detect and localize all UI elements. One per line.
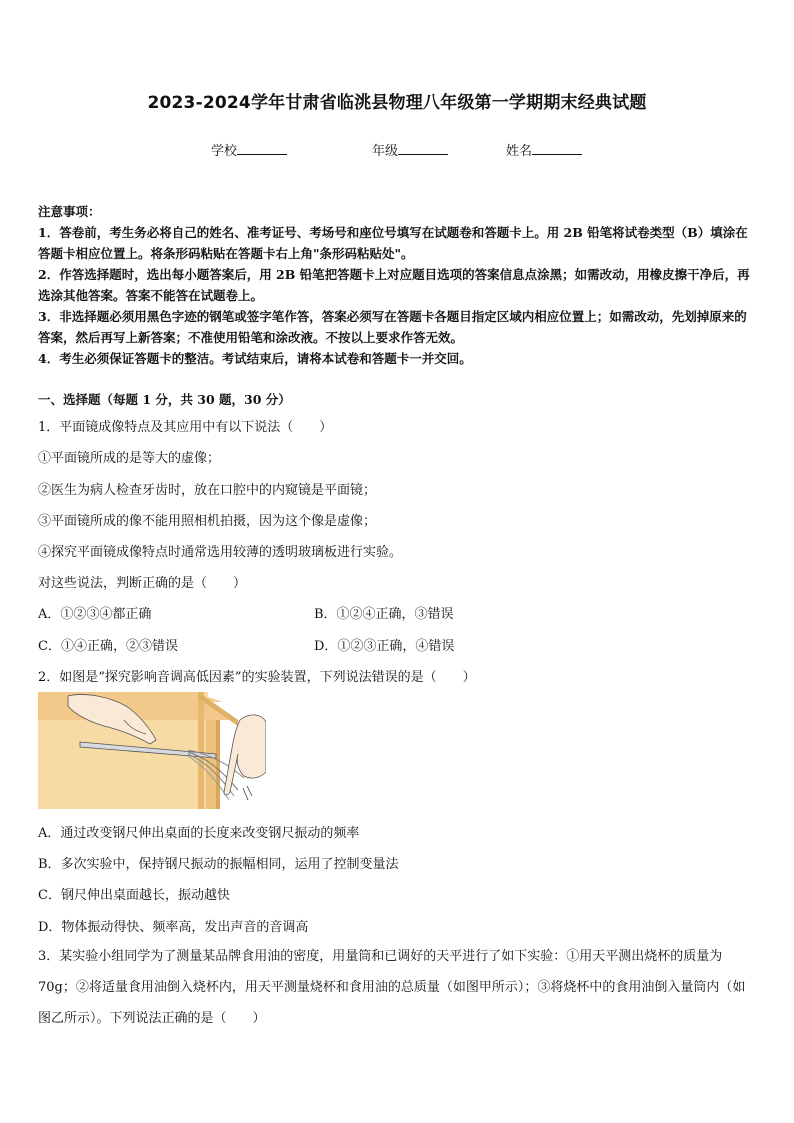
grade-field [372, 140, 448, 159]
q1-stem: 1．平面镜成像特点及其应用中有以下说法（ ） [38, 420, 333, 435]
q3-stem: 3．某实验小组同学为了测量某品牌食用油的密度，用量筒和已调好的天平进行了如下实验：①用天平测出烧杯的质量为70g；②将适量食用油倒入烧杯内，用天平测量烧杯和食用油的总质量（如图甲所示）；③将烧杯中的食用油倒入量筒内（如图乙所示）。下列说法正确的是（ ） [38, 949, 746, 1026]
q1-statement-2: ②医生为病人检查牙齿时，放在口腔中的内窥镜是平面镜； [38, 483, 377, 498]
q2-option-a[interactable]: A．通过改变钢尺伸出桌面的长度来改变钢尺振动的频率 [38, 826, 360, 841]
notice-item-2: 2．作答选择题时，选出每小题答案后，用 2B 铅笔把答题卡上对应题目选项的答案信息点涂黑；如需改动，用橡皮擦干净后，再选涂其他答案。答案不能答在试题卷上。 [38, 267, 750, 303]
school-blank[interactable] [237, 142, 287, 155]
q2-option-c[interactable]: C．钢尺伸出桌面越长，振动越快 [38, 888, 230, 903]
q1-statement-1: ①平面镜所成的是等大的虚像； [38, 451, 221, 466]
q1-prompt: 对这些说法，判断正确的是（ ） [38, 576, 247, 591]
notice-heading: 注意事项： [38, 204, 101, 219]
notice-item-4: 4．考生必须保证答题卡的整洁。考试结束后，请将本试卷和答题卡一并交回。 [38, 351, 472, 366]
notice-item-1: 1．答卷前，考生务必将自己的姓名、准考证号、考场号和座位号填写在试题卷和答题卡上。用 2B 铅笔将试卷类型（B）填涂在答题卡相应位置上。将条形码粘贴在答题卡右上角"条形码粘贴处"。 [38, 225, 748, 261]
right-hand [224, 715, 266, 795]
q1-option-b[interactable]: B．①②④正确，③错误 [314, 607, 454, 622]
q2-option-b[interactable]: B．多次实验中，保持钢尺振动的振幅相同，运用了控制变量法 [38, 857, 399, 872]
q2-stem: 2．如图是“探究影响音调高低因素”的实验装置，下列说法错误的是（ ） [38, 670, 476, 685]
school-field [211, 140, 287, 159]
grade-blank[interactable] [398, 142, 448, 155]
name-blank[interactable] [532, 142, 582, 155]
q1-option-a[interactable]: A．①②③④都正确 [38, 607, 152, 622]
section-heading: 一、选择题（每题 1 分，共 30 题，30 分） [38, 392, 291, 407]
school-label: 学校 [211, 144, 238, 159]
grade-label: 年级 [372, 144, 399, 159]
q1-option-c[interactable]: C．①④正确，②③错误 [38, 639, 178, 654]
q2-option-d[interactable]: D．物体振动得快、频率高，发出声音的音调高 [38, 920, 309, 935]
q1-statement-3: ③平面镜所成的像不能用照相机拍摄，因为这个像是虚像； [38, 514, 377, 529]
ruler-experiment-figure [38, 692, 266, 809]
name-label: 姓名 [506, 144, 533, 159]
name-field [506, 140, 582, 159]
q1-statement-4: ④探究平面镜成像特点时通常选用较薄的透明玻璃板进行实验。 [38, 545, 403, 560]
notice-item-3: 3．非选择题必须用黑色字迹的钢笔或签字笔作答，答案必须写在答题卡各题目指定区域内相应位置上；如需改动，先划掉原来的答案，然后再写上新答案；不准使用铅笔和涂改液。不按以上要求作答无效。 [38, 309, 747, 345]
q1-option-d[interactable]: D．①②③正确，④错误 [314, 639, 455, 654]
page-title: 2023-2024学年甘肃省临洮县物理八年级第一学期期末经典试题 [147, 93, 647, 113]
